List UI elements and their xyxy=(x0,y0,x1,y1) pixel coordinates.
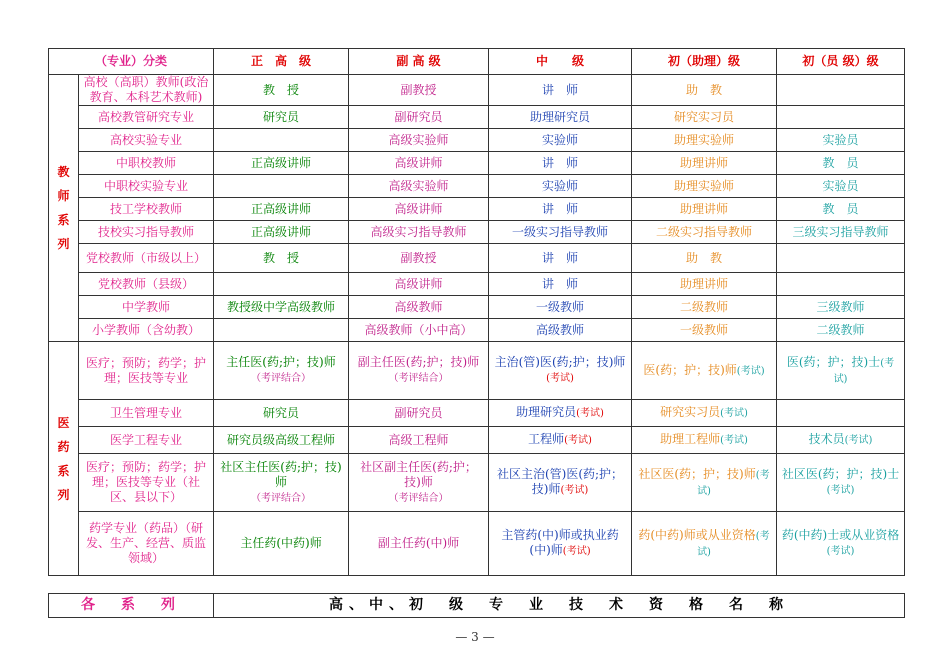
teacher-row xyxy=(49,319,905,342)
medical-series-label xyxy=(49,342,79,576)
title-cell xyxy=(214,75,349,106)
title-cell xyxy=(489,427,632,454)
title-cell xyxy=(777,319,905,342)
title-cell xyxy=(489,244,632,273)
title-text: 社区主治(管)医(药;护；技)师 xyxy=(496,467,624,497)
title-text: 社区副主任医(药;护；技)师 xyxy=(360,459,477,489)
exam-note: （考评结合） xyxy=(251,373,312,385)
title-text: 教 员 xyxy=(822,201,859,216)
category-cell: 党校教师（市级以上） xyxy=(79,244,214,273)
title-cell xyxy=(214,273,349,296)
category-cell: 中职校教师 xyxy=(79,152,214,175)
title-text: 研究员 xyxy=(263,109,300,124)
title-cell xyxy=(349,273,489,296)
title-text: 研究员级高级工程师 xyxy=(227,432,336,447)
title-text: 实验员 xyxy=(822,178,859,193)
footer-table xyxy=(48,593,905,618)
exam-note: (考试) xyxy=(736,365,765,377)
title-cell xyxy=(214,319,349,342)
title-cell xyxy=(489,198,632,221)
category-cell: 技校实习指导教师 xyxy=(79,221,214,244)
title-cell xyxy=(489,221,632,244)
title-text: 医(药；护；技)士 xyxy=(786,355,881,369)
title-cell xyxy=(632,296,777,319)
title-text: 研究员 xyxy=(263,405,300,420)
title-text: 讲 师 xyxy=(542,82,579,97)
title-text: 高级工程师 xyxy=(388,432,449,447)
title-cell xyxy=(632,152,777,175)
exam-note: (考试) xyxy=(826,546,855,558)
title-text: 高级讲师 xyxy=(394,276,443,291)
title-cell xyxy=(214,221,349,244)
title-cell xyxy=(349,129,489,152)
title-cell xyxy=(777,273,905,296)
footer-series-label: 各 系 列 xyxy=(49,594,214,618)
title-cell xyxy=(489,512,632,576)
title-text: 助理实验师 xyxy=(674,132,735,147)
title-text: 教授级中学高级教师 xyxy=(227,299,336,314)
title-text: 研究实习员 xyxy=(674,109,735,124)
title-text: 教 授 xyxy=(263,250,300,265)
teacher-row xyxy=(49,244,905,273)
title-text: 药(中药)士或从业资格 xyxy=(781,528,900,543)
title-text: 主治(管)医(药;护；技)师 xyxy=(494,355,626,370)
teacher-row xyxy=(49,198,905,221)
title-cell xyxy=(777,221,905,244)
title-cell xyxy=(777,427,905,454)
exam-note: (考试) xyxy=(720,408,748,420)
title-cell xyxy=(349,296,489,319)
exam-note: （考评结合） xyxy=(388,373,449,385)
category-cell: 医学工程专业 xyxy=(79,427,214,454)
title-cell xyxy=(777,296,905,319)
title-text: 主任药(中药)师 xyxy=(240,536,322,550)
title-cell xyxy=(214,129,349,152)
title-cell xyxy=(349,221,489,244)
category-cell: 医疗；预防；药学；护理；医技等专业（社区、县以下） xyxy=(79,454,214,512)
title-cell xyxy=(777,175,905,198)
title-text: 副教授 xyxy=(400,82,437,97)
series-label-char: 师 xyxy=(57,189,70,203)
title-cell xyxy=(777,198,905,221)
title-text: 社区医(药；护；技)士 xyxy=(781,467,900,482)
qualification-table xyxy=(48,48,905,576)
title-text: 三级教师 xyxy=(816,299,865,314)
title-cell xyxy=(632,198,777,221)
title-text: 高级教师（小中高） xyxy=(364,322,473,337)
exam-note: (考试) xyxy=(560,485,589,497)
title-text: 一级实习指导教师 xyxy=(512,224,609,239)
footer-title: 高、中、初 级 专 业 技 术 资 格 名 称 xyxy=(214,594,905,618)
title-text: 一级教师 xyxy=(536,299,585,314)
title-text: 助理讲师 xyxy=(680,201,729,216)
category-cell: 中职校实验专业 xyxy=(79,175,214,198)
title-text: 教 员 xyxy=(822,155,859,170)
title-cell xyxy=(214,400,349,427)
title-text: 实验师 xyxy=(542,132,579,147)
title-cell xyxy=(214,198,349,221)
title-text: 主管药(中)师或执业药(中)师 xyxy=(501,528,619,558)
title-cell xyxy=(632,221,777,244)
title-cell xyxy=(777,152,905,175)
exam-note: (考试) xyxy=(697,531,770,558)
exam-note: （考评结合） xyxy=(251,492,312,504)
title-cell xyxy=(214,427,349,454)
header-category: （专业）分类 xyxy=(49,49,214,75)
title-text: 三级实习指导教师 xyxy=(792,224,889,239)
teacher-row xyxy=(49,296,905,319)
title-text: 高级实验师 xyxy=(388,178,449,193)
exam-note: (考试) xyxy=(697,470,770,497)
title-text: 副研究员 xyxy=(394,405,443,420)
title-cell xyxy=(632,175,777,198)
title-text: 正高级讲师 xyxy=(251,201,312,216)
teacher-row xyxy=(49,129,905,152)
exam-note: (考试) xyxy=(576,408,604,420)
title-cell xyxy=(632,319,777,342)
title-text: 主任医(药;护；技)师 xyxy=(226,355,336,370)
title-text: 高级教师 xyxy=(536,322,585,337)
title-text: 医(药；护；技)师 xyxy=(643,362,737,377)
series-label-char: 系 xyxy=(57,213,70,227)
exam-note: (考试) xyxy=(720,435,748,447)
title-cell xyxy=(349,152,489,175)
title-cell xyxy=(777,454,905,512)
table-header-row xyxy=(49,49,905,75)
title-cell xyxy=(632,427,777,454)
page-number: — 3 — xyxy=(455,630,495,644)
title-cell xyxy=(632,129,777,152)
title-text: 助理讲师 xyxy=(680,276,729,291)
teacher-row xyxy=(49,75,905,106)
title-text: 助理研究员 xyxy=(530,109,591,124)
header-intermediate: 中 级 xyxy=(489,49,632,75)
teacher-row xyxy=(49,106,905,129)
title-cell xyxy=(214,454,349,512)
title-text: 高级实习指导教师 xyxy=(370,224,467,239)
title-text: 讲 师 xyxy=(542,201,579,216)
title-cell xyxy=(489,75,632,106)
title-cell xyxy=(214,342,349,400)
header-vice-senior: 副 高 级 xyxy=(349,49,489,75)
title-text: 高级讲师 xyxy=(394,155,443,170)
title-cell xyxy=(214,152,349,175)
title-cell xyxy=(777,400,905,427)
title-cell xyxy=(349,319,489,342)
title-text: 助理实验师 xyxy=(674,178,735,193)
title-cell xyxy=(489,152,632,175)
title-text: 实验师 xyxy=(542,178,579,193)
medical-row xyxy=(49,427,905,454)
category-cell: 小学教师（含幼教） xyxy=(79,319,214,342)
title-text: 副主任医(药;护；技)师 xyxy=(357,355,480,370)
title-cell xyxy=(489,319,632,342)
title-cell xyxy=(632,342,777,400)
title-cell xyxy=(349,427,489,454)
title-text: 副主任药(中)师 xyxy=(377,536,460,550)
medical-row xyxy=(49,400,905,427)
series-label-char: 教 xyxy=(57,165,70,179)
title-cell xyxy=(349,175,489,198)
title-text: 社区医(药；护；技)师 xyxy=(638,467,756,481)
title-text: 正高级讲师 xyxy=(251,155,312,170)
category-cell: 高校实验专业 xyxy=(79,129,214,152)
medical-row xyxy=(49,454,905,512)
title-cell xyxy=(777,244,905,273)
title-cell xyxy=(214,296,349,319)
exam-note: (考试) xyxy=(826,485,855,497)
title-cell xyxy=(632,273,777,296)
category-cell: 中学教师 xyxy=(79,296,214,319)
title-text: 实验员 xyxy=(822,132,859,147)
title-cell xyxy=(214,512,349,576)
header-senior: 正 高 级 xyxy=(214,49,349,75)
title-cell xyxy=(777,129,905,152)
title-text: 正高级讲师 xyxy=(251,224,312,239)
title-cell xyxy=(777,106,905,129)
title-cell xyxy=(349,454,489,512)
title-cell xyxy=(777,512,905,576)
title-cell xyxy=(632,512,777,576)
title-text: 讲 师 xyxy=(542,276,579,291)
title-cell xyxy=(489,106,632,129)
category-cell: 高校教管研究专业 xyxy=(79,106,214,129)
title-cell xyxy=(777,75,905,106)
title-cell xyxy=(489,273,632,296)
title-cell xyxy=(349,106,489,129)
series-label-char: 药 xyxy=(57,439,70,454)
title-cell xyxy=(349,198,489,221)
title-cell xyxy=(489,175,632,198)
medical-row xyxy=(49,512,905,576)
title-text: 社区主任医(药;护；技)师 xyxy=(220,459,342,489)
medical-row xyxy=(49,342,905,400)
title-cell xyxy=(349,342,489,400)
title-cell xyxy=(489,342,632,400)
category-cell: 医疗；预防；药学；护理；医技等专业 xyxy=(79,342,214,400)
title-cell xyxy=(214,106,349,129)
title-text: 副研究员 xyxy=(394,109,443,124)
title-text: 助理讲师 xyxy=(680,155,729,170)
title-text: 讲 师 xyxy=(542,155,579,170)
title-text: 高级讲师 xyxy=(394,201,443,216)
title-text: 一级教师 xyxy=(680,322,729,337)
title-text: 高级教师 xyxy=(394,299,443,314)
title-cell xyxy=(349,244,489,273)
title-cell xyxy=(632,244,777,273)
title-text: 技术员 xyxy=(808,432,845,447)
title-cell xyxy=(349,512,489,576)
teacher-row xyxy=(49,221,905,244)
exam-note: (考试) xyxy=(564,435,592,447)
title-text: 工程师 xyxy=(528,432,565,447)
category-cell: 卫生管理专业 xyxy=(79,400,214,427)
title-cell xyxy=(489,454,632,512)
title-text: 研究实习员 xyxy=(660,405,721,420)
series-label-char: 列 xyxy=(57,237,70,251)
title-cell xyxy=(632,454,777,512)
title-cell xyxy=(632,400,777,427)
title-text: 副教授 xyxy=(400,250,437,265)
title-text: 助 教 xyxy=(686,250,723,265)
title-cell xyxy=(489,400,632,427)
exam-note: （考评结合） xyxy=(388,492,449,504)
header-junior-assistant: 初（助理）级 xyxy=(632,49,777,75)
title-cell xyxy=(489,129,632,152)
title-text: 二级教师 xyxy=(680,299,729,314)
title-text: 助理研究员 xyxy=(516,405,577,420)
teacher-row xyxy=(49,175,905,198)
header-junior-staff: 初（员 级）级 xyxy=(777,49,905,75)
title-cell xyxy=(349,75,489,106)
title-text: 二级实习指导教师 xyxy=(656,224,753,239)
title-text: 讲 师 xyxy=(542,250,579,265)
series-label-char: 系 xyxy=(57,463,70,478)
category-cell: 高校（高职）教师(政治教育、本科艺术教师) xyxy=(79,75,214,106)
title-text: 二级教师 xyxy=(816,322,865,337)
category-cell: 党校教师（县级） xyxy=(79,273,214,296)
exam-note: (考试) xyxy=(562,546,591,558)
exam-note: (考试) xyxy=(833,358,895,385)
title-cell xyxy=(489,296,632,319)
title-cell xyxy=(214,175,349,198)
title-text: 高级实验师 xyxy=(388,132,449,147)
teacher-row xyxy=(49,273,905,296)
teacher-series-label xyxy=(49,75,79,342)
exam-note: (考试) xyxy=(844,435,873,447)
title-cell xyxy=(214,244,349,273)
category-cell: 药学专业（药品）（研发、生产、经营、质监领域） xyxy=(79,512,214,576)
title-cell xyxy=(632,106,777,129)
title-cell xyxy=(349,400,489,427)
title-text: 助理工程师 xyxy=(660,432,721,447)
title-text: 教 授 xyxy=(263,82,300,97)
title-text: 药(中药)师或从业资格 xyxy=(638,528,756,542)
category-cell: 技工学校教师 xyxy=(79,198,214,221)
title-cell xyxy=(632,75,777,106)
teacher-row xyxy=(49,152,905,175)
title-text: 助 教 xyxy=(686,82,723,97)
title-cell xyxy=(777,342,905,400)
exam-note: (考试) xyxy=(546,373,574,385)
series-label-char: 列 xyxy=(57,487,70,502)
series-label-char: 医 xyxy=(57,415,70,430)
